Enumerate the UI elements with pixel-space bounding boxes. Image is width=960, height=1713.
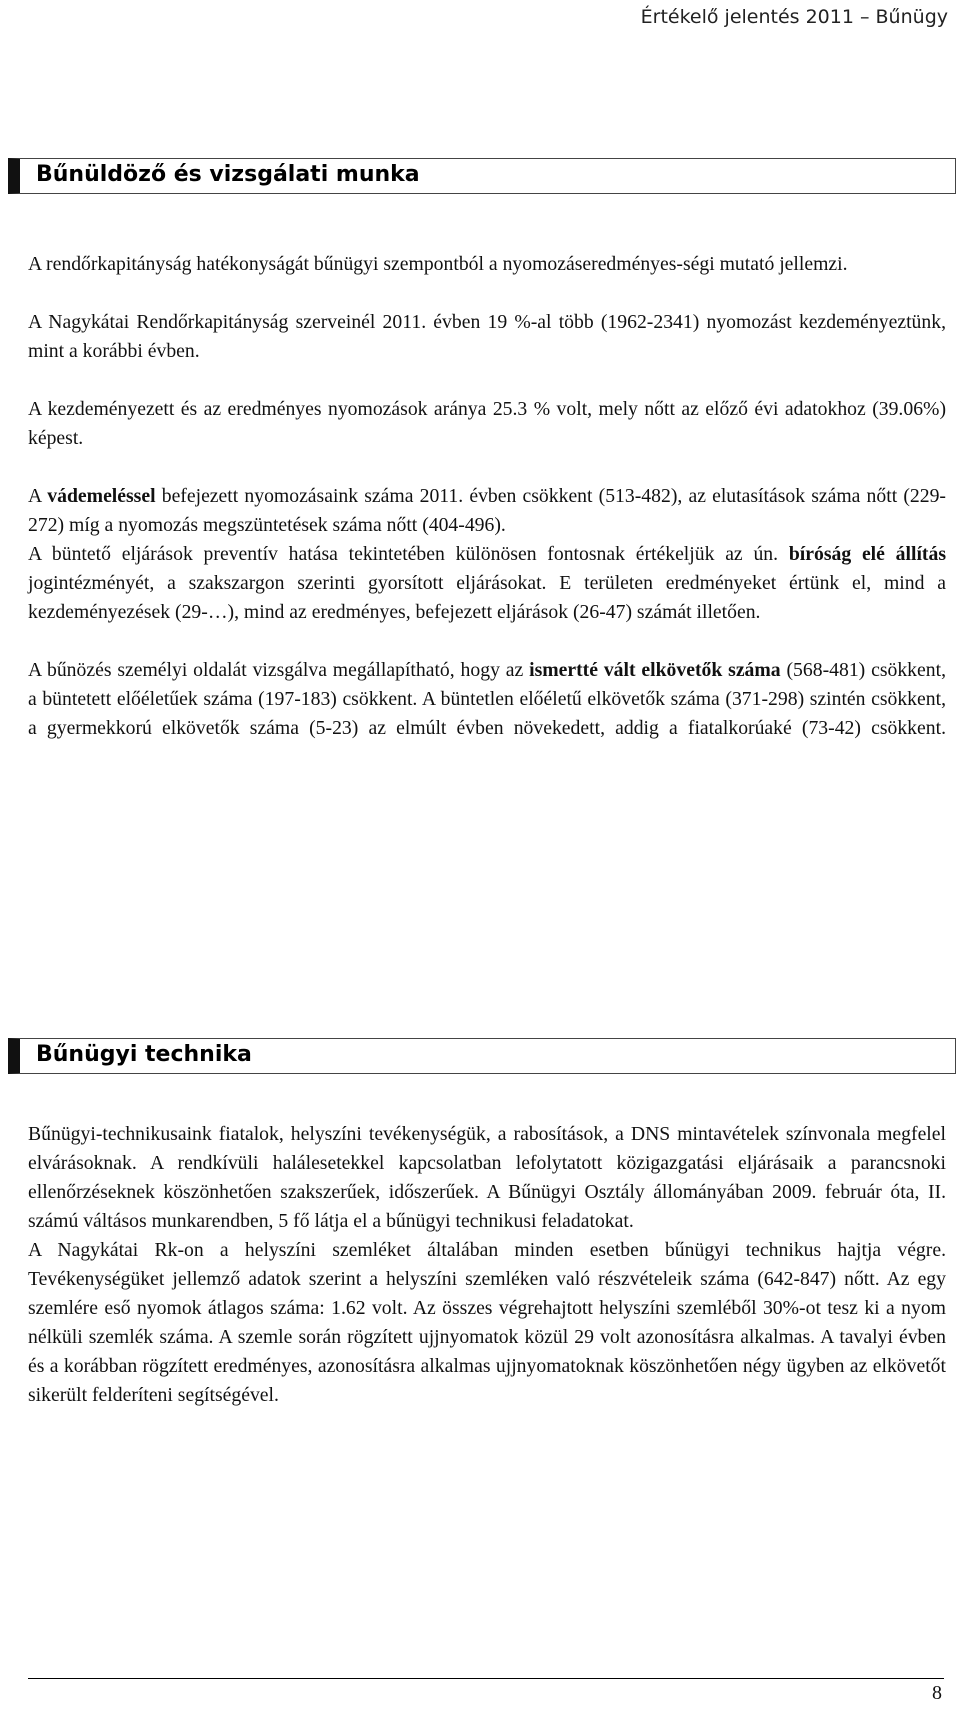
section-title: Bűnüldöző és vizsgálati munka [36,162,420,187]
paragraph-court-procedure [28,540,946,627]
running-header: Értékelő jelentés 2011 – Bűnügy [640,6,948,28]
paragraph-success-rate: A kezdeményezett és az eredményes nyomozások aránya 25.3 % volt, mely nőtt az előző évi adatokhoz (39.06%) képest. [28,398,946,449]
section1-body [28,250,946,743]
text-run: A büntető eljárások preventív hatása tekintetében különösen fontosnak értékeljük az ún. [28,543,789,565]
text-run: befejezett nyomozásaink száma 2011. évben csökkent (513-482), az elutasítások száma nőtt (229-272) míg a nyomozás megszüntetések száma nőtt (404-496). [28,485,946,536]
text-run: A bűnözés személyi oldalát vizsgálva megállapítható, hogy az [28,659,530,681]
section-heading-criminal-investigation [8,158,956,194]
paragraph-technicians: Bűnügyi-technikusaink fiatalok, helyszíni tevékenységük, a rabosítások, a DNS mintavételek színvonala megfelel elvárásoknak. A rendkívüli halálesetekkel kapcsolatban lefolytatott közigazgatási eljárásaik a parancsnoki ellenőrzéseknek köszönhetően szakszerűek, időszerűek. A Bűnügyi Osztály állományában 2009. február óta, II. számú váltásos munkarendben, 5 fő látja el a bűnügyi technikusi feladatokat. [28,1123,946,1232]
paragraph-offenders [28,656,946,743]
section2-body [28,1120,946,1410]
bold-term-indictment: vádemeléssel [47,485,156,507]
footer-divider [28,1678,944,1679]
paragraph-investigations-initiated: A Nagykátai Rendőrkapitányság szerveinél 2011. évben 19 %-al több (1962-2341) nyomozást kezdeményeztünk, mint a korábbi évben. [28,311,946,362]
section-title: Bűnügyi technika [36,1042,252,1067]
text-run: A [28,485,48,507]
paragraph-efficiency: A rendőrkapitányság hatékonyságát bűnügyi szempontból a nyomozáseredményes-ségi mutató jellemzi. [28,253,848,275]
paragraph-indictments [28,482,946,540]
page-number: 8 [932,1682,942,1704]
text-run: jogintézményét, a szakszargon szerinti gyorsított eljárásokat. E területen eredményeket értünk el, mind a kezdeményezések (29-…), mind az eredményes, befejezett eljárások (26-47) számát illetően. [28,572,946,623]
section-heading-forensic-technique [8,1038,956,1074]
bold-term-court: bíróság elé állítás [788,543,946,565]
bold-term-offenders: ismertté vált elkövetők száma [529,659,781,681]
text-run: (568-481) csökkent, a büntetett előéletűek száma (197-183) csökkent. A büntetlen előéletű elkövetők száma (371-298) szintén csökkent, a gyermekkorú elkövetők száma (5-23) az elmúlt évben növekedett, addig a fiatalkorúaké (73-42) csökkent. [28,659,946,739]
paragraph-site-inspections: A Nagykátai Rk-on a helyszíni szemléket általában minden esetben bűnügyi technikus hajtja végre. Tevékenységüket jellemző adatok szerint a helyszíni szemléken való részvételeik száma (642-847) nőtt. Az egy szemlére eső nyomok átlagos száma: 1.62 volt. Az összes végrehajtott helyszíni szemléből 30%-ot tesz ki a nyom nélküli szemlék száma. A szemle során rögzített ujjnyomatok közül 29 volt azonosításra alkalmas. A tavalyi évben és a korábban rögzített eredményes, azonosításra alkalmas ujjnyomatoknak köszönhetően négy ügyben az elkövetőt sikerült felderíteni segítségével. [28,1239,946,1406]
